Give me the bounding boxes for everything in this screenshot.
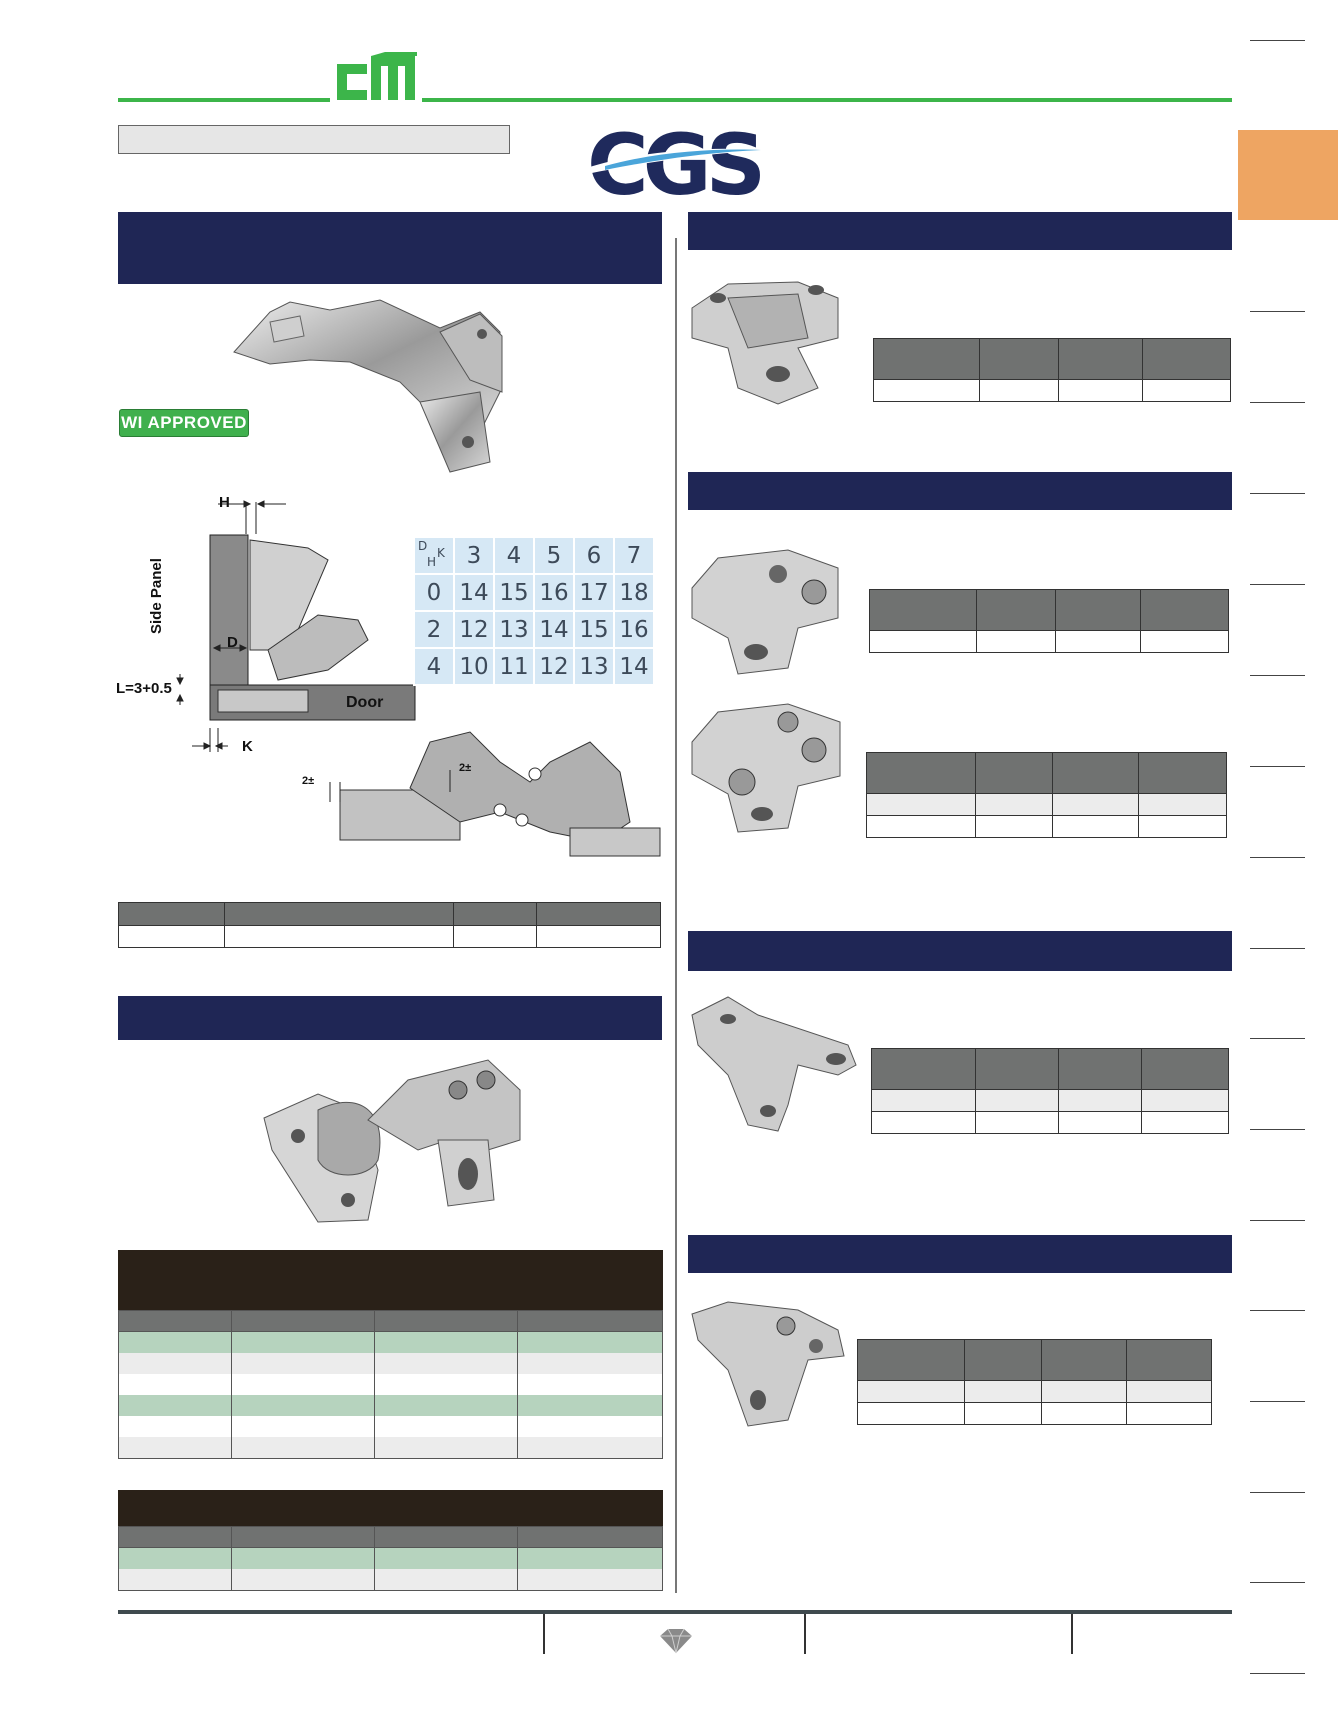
corner-d: D — [418, 539, 428, 553]
margin-tick — [1250, 948, 1305, 949]
dark-table-2-header — [118, 1490, 663, 1526]
k-header-cell: 5 — [534, 537, 574, 574]
grid-header — [232, 1311, 375, 1332]
compact-hinge-title-bar — [118, 996, 662, 1040]
spec-header — [1127, 1340, 1212, 1381]
table-row — [867, 794, 1227, 816]
diagram-label-door: Door — [346, 694, 384, 711]
d-value-cell: 13 — [574, 648, 614, 685]
spec-header — [1059, 339, 1143, 380]
d-value-cell: 18 — [614, 574, 654, 611]
table-row — [119, 1374, 663, 1395]
margin-tick — [1250, 857, 1305, 858]
margin-tick — [1250, 584, 1305, 585]
table-row — [119, 926, 661, 948]
mounting-plate-4-photo — [688, 995, 858, 1135]
spec-header — [976, 753, 1053, 794]
spec-header — [1143, 339, 1231, 380]
k-header-cell: 3 — [454, 537, 494, 574]
mounting-plate-4-table — [871, 1048, 1229, 1134]
footer-rule — [118, 1610, 1232, 1614]
gap-label-1: 2± — [302, 775, 315, 787]
k-header-cell: 6 — [574, 537, 614, 574]
spec-header — [1139, 753, 1227, 794]
hinge-open-diagram — [300, 722, 665, 862]
dark-table-2 — [118, 1526, 663, 1591]
spec-header — [1141, 590, 1229, 631]
h-value-cell: 0 — [414, 574, 454, 611]
d-value-cell: 12 — [534, 648, 574, 685]
spec-header — [1059, 1049, 1142, 1090]
table-row — [872, 1112, 1229, 1134]
hinge-title-bar — [118, 212, 662, 284]
spec-header — [965, 1340, 1042, 1381]
spec-header — [1042, 1340, 1127, 1381]
dh-k-table — [413, 536, 655, 686]
gap-label-2: 2± — [459, 762, 472, 774]
d-value-cell: 12 — [454, 611, 494, 648]
cgs-logo — [585, 124, 765, 198]
k-header-cell: 4 — [494, 537, 534, 574]
spec-header — [980, 339, 1059, 380]
footer-divider — [543, 1614, 545, 1654]
d-value-cell: 15 — [574, 611, 614, 648]
table-subheader-row — [119, 1395, 663, 1416]
margin-tick — [1250, 40, 1305, 41]
k-header-cell: 7 — [614, 537, 654, 574]
column-divider — [675, 238, 677, 1593]
table-row — [870, 631, 1229, 653]
margin-tick — [1250, 1673, 1305, 1674]
cm-logo — [333, 52, 419, 102]
header-rule-right — [422, 98, 1232, 102]
diagram-label-side-panel: Side Panel — [148, 558, 165, 634]
header-rule-left — [118, 98, 330, 102]
spec-header — [1053, 753, 1139, 794]
grid-header — [518, 1527, 663, 1548]
spec-header — [858, 1340, 965, 1381]
d-value-cell: 14 — [614, 648, 654, 685]
header-text-box — [118, 125, 510, 154]
spec-header — [872, 1049, 976, 1090]
mounting-plate-2-title-bar — [688, 472, 1232, 510]
mounting-plate-2-table — [869, 589, 1229, 653]
mounting-plate-5-photo — [688, 1300, 848, 1430]
margin-tick — [1250, 1582, 1305, 1583]
margin-tick — [1250, 1310, 1305, 1311]
mounting-plate-1-photo — [688, 278, 848, 408]
mounting-plate-3-photo — [688, 702, 848, 837]
diagram-label-h: H — [219, 494, 230, 511]
diagram-label-l-formula: L=3+0.5 — [116, 680, 172, 697]
side-tab — [1238, 130, 1338, 220]
d-value-cell: 15 — [494, 574, 534, 611]
margin-tick — [1250, 1129, 1305, 1130]
hinge-photo — [230, 292, 550, 482]
spec-header — [537, 903, 661, 926]
d-value-cell: 17 — [574, 574, 614, 611]
h-value-cell: 2 — [414, 611, 454, 648]
spec-header — [977, 590, 1056, 631]
spec-header — [867, 753, 976, 794]
diamond-icon — [658, 1628, 694, 1654]
table-row — [858, 1381, 1212, 1403]
d-value-cell: 11 — [494, 648, 534, 685]
table-row — [119, 1416, 663, 1437]
margin-tick — [1250, 1220, 1305, 1221]
margin-tick — [1250, 1492, 1305, 1493]
spec-header — [119, 903, 225, 926]
table-row — [874, 380, 1231, 402]
spec-header — [1142, 1049, 1229, 1090]
mounting-plate-3-table — [866, 752, 1227, 838]
table-subheader-row — [119, 1332, 663, 1354]
margin-tick — [1250, 766, 1305, 767]
dark-table-1-header — [118, 1250, 663, 1310]
spec-header — [1056, 590, 1141, 631]
d-value-cell: 16 — [534, 574, 574, 611]
wi-approved-badge: WI APPROVED — [119, 409, 249, 437]
d-value-cell: 14 — [454, 574, 494, 611]
mounting-plate-1-title-bar — [688, 212, 1232, 250]
dh-corner-cell — [414, 537, 454, 574]
d-value-cell: 14 — [534, 611, 574, 648]
grid-header — [375, 1527, 518, 1548]
spec-header — [225, 903, 454, 926]
spec-header — [454, 903, 537, 926]
svg-text:CGS: CGS — [587, 124, 761, 198]
h-value-cell: 4 — [414, 648, 454, 685]
corner-k: K — [437, 546, 445, 560]
grid-header — [518, 1311, 663, 1332]
table-row — [867, 816, 1227, 838]
grid-header — [119, 1311, 232, 1332]
footer-divider — [804, 1614, 806, 1654]
grid-header — [119, 1527, 232, 1548]
grid-header — [232, 1527, 375, 1548]
grid-header — [375, 1311, 518, 1332]
margin-tick — [1250, 311, 1305, 312]
table-row — [119, 1437, 663, 1459]
spec-header — [870, 590, 977, 631]
d-value-cell: 16 — [614, 611, 654, 648]
table-row — [872, 1090, 1229, 1112]
margin-tick — [1250, 493, 1305, 494]
table-row — [858, 1403, 1212, 1425]
dark-table-1 — [118, 1310, 663, 1459]
margin-tick — [1250, 1038, 1305, 1039]
mounting-plate-4-title-bar — [688, 931, 1232, 971]
spec-header — [976, 1049, 1059, 1090]
diagram-label-k: K — [242, 738, 253, 755]
mounting-plate-5-title-bar — [688, 1235, 1232, 1273]
hinge-spec-table — [118, 902, 661, 948]
spec-header — [874, 339, 980, 380]
table-row — [119, 1569, 663, 1591]
compact-hinge-photo — [258, 1050, 528, 1225]
diagram-label-d: D — [227, 634, 238, 651]
mounting-plate-5-table — [857, 1339, 1212, 1425]
footer-divider — [1071, 1614, 1073, 1654]
corner-h: H — [427, 555, 437, 569]
table-row — [119, 1353, 663, 1374]
d-value-cell: 13 — [494, 611, 534, 648]
margin-tick — [1250, 1401, 1305, 1402]
mounting-plate-1-table — [873, 338, 1231, 402]
margin-tick — [1250, 675, 1305, 676]
table-subheader-row — [119, 1548, 663, 1570]
mounting-plate-2-photo — [688, 548, 843, 678]
d-value-cell: 10 — [454, 648, 494, 685]
margin-tick — [1250, 402, 1305, 403]
